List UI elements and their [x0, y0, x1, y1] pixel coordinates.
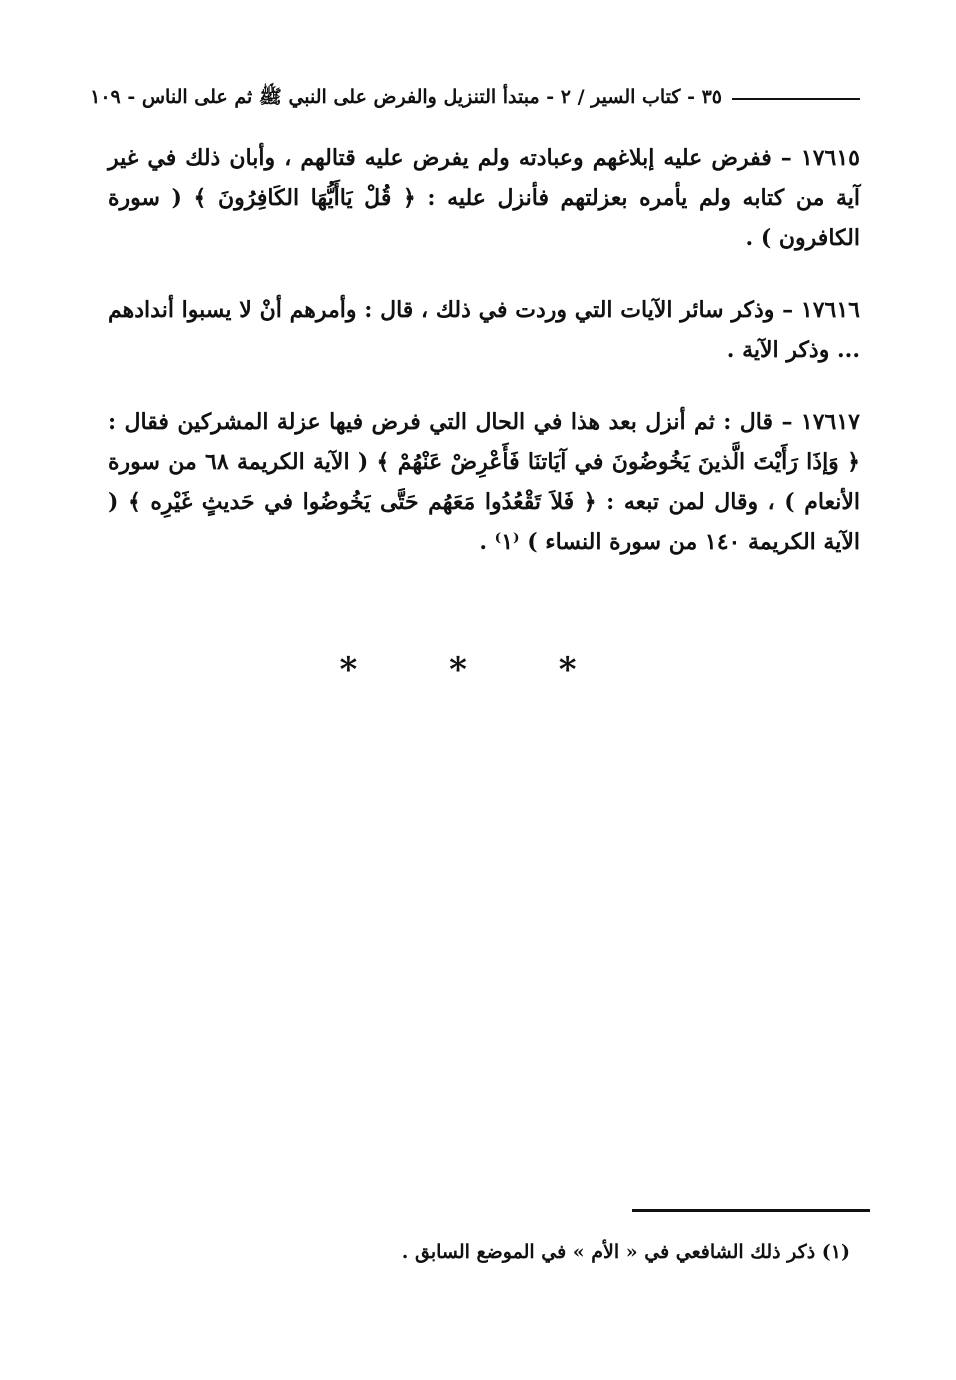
header-rule	[732, 98, 860, 100]
paragraph-text: ففرض عليه إبلاغهم وعبادته ولم يفرض عليه قتالهم ، وأبان ذلك في غير آية من كتابه ولم يأمره بعزلتهم فأنزل عليه : ﴿ قُلْ يَاأَيُّهَا الكَافِرُونَ ﴾ ( سورة الكافرون ) .	[108, 145, 860, 251]
main-text	[108, 138, 860, 594]
section-separator: * * *	[339, 650, 617, 690]
paragraph-17616	[108, 290, 860, 370]
footnote-rule	[632, 1209, 870, 1212]
paragraph-dash: –	[774, 297, 794, 323]
paragraph-text: وذكر سائر الآيات التي وردت في ذلك ، قال : وأمرهم أنْ لا يسبوا أندادهم ... وذكر الآية .	[108, 297, 860, 363]
paragraph-dash: –	[771, 145, 792, 171]
paragraph-17617	[108, 402, 860, 562]
footnote: (١) ذكر ذلك الشافعي في « الأم » في الموضع السابق .	[401, 1241, 850, 1263]
paragraph-text: قال : ثم أنزل بعد هذا في الحال التي فرض فيها عزلة المشركين فقال : ﴿ وَإذَا رَأَيْتَ الَّذينَ يَخُوضُونَ في آيَاتنَا فَأَعْرِضْ عَنْهُمْ ﴾ ( الآية الكريمة ٦٨ من سورة الأنعام ) ، وقال لمن تبعه : ﴿ فَلاَ تَقْعُدُوا مَعَهُم حَتَّى يَخُوضُوا في حَديثٍ غَيْرِه ﴾ ( الآية الكريمة ١٤٠ من سورة النساء ) ⁽١⁾ .	[108, 409, 860, 555]
running-title: ٣٥ - كتاب السير / ٢ - مبتدأ التنزيل والفرض على النبي ﷺ ثم على الناس - ١٠٩	[90, 86, 722, 108]
paragraph-number: ١٧٦١٥	[800, 145, 860, 171]
paragraph-17615	[108, 138, 860, 258]
running-header	[90, 82, 860, 116]
paragraph-number: ١٧٦١٦	[800, 297, 860, 323]
paragraph-number: ١٧٦١٧	[800, 409, 860, 435]
paragraph-dash: –	[773, 409, 793, 435]
